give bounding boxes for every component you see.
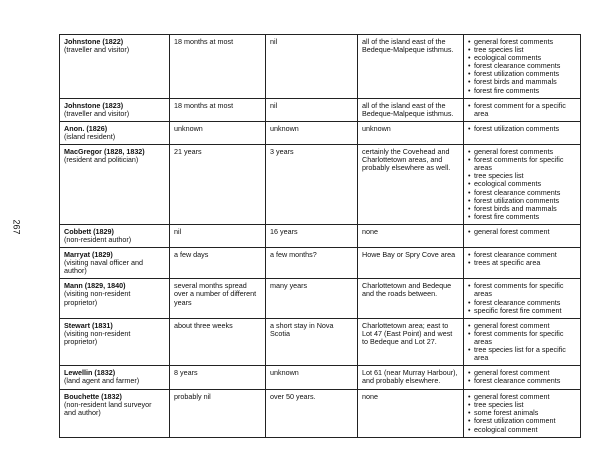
table-row [60, 145, 581, 225]
residence-cell: 8 years [170, 366, 266, 390]
topic-item: • forest fire comments [468, 87, 576, 95]
area-cell: Charlottetown and Bedeque and the roads between. [358, 279, 464, 318]
observer-role: (visiting non-resident proprietor) [64, 328, 131, 346]
topic-item: • forest fire comments [468, 213, 576, 221]
residence-cell: 18 months at most [170, 98, 266, 121]
topics-cell [464, 318, 581, 365]
area-cell: unknown [358, 121, 464, 144]
topic-item: • general forest comment [468, 228, 576, 236]
table-row [60, 35, 581, 99]
topic-item: • forest clearance comments [468, 62, 576, 70]
topics-cell [464, 35, 581, 99]
topic-item: • forest comments for specific areas [468, 330, 576, 346]
topics-cell [464, 248, 581, 279]
observer-role: (resident and politician) [64, 155, 139, 165]
observer-cell [60, 279, 170, 318]
area-cell: Lot 61 (near Murray Harbour), and probably elsewhere. [358, 366, 464, 390]
topic-item: • some forest animals [468, 409, 576, 417]
other-experience-cell: a few months? [266, 248, 358, 279]
table-row [60, 98, 581, 121]
other-experience-cell: many years [266, 279, 358, 318]
observer-role: (visiting non-resident proprietor) [64, 289, 131, 307]
topic-item: • forest clearance comments [468, 377, 576, 385]
topic-item: • forest utilization comment [468, 417, 576, 425]
topics-list [468, 125, 576, 133]
observer-name: Johnstone (1822) [64, 37, 124, 46]
residence-cell: probably nil [170, 390, 266, 437]
topic-item: • specific forest fire comment [468, 307, 576, 315]
topics-list [468, 102, 576, 118]
observer-role: (visiting naval officer and author) [64, 258, 143, 276]
observer-cell [60, 366, 170, 390]
topics-list [468, 322, 576, 362]
observer-role: (non-resident land surveyor and author) [64, 400, 152, 418]
topic-item: • forest utilization comments [468, 125, 576, 133]
topics-cell [464, 98, 581, 121]
topic-item: • tree species list [468, 401, 576, 409]
topic-item: • forest comment for a specific area [468, 102, 576, 118]
topic-item: • forest birds and mammals [468, 205, 576, 213]
topic-item: • forest clearance comments [468, 299, 576, 307]
topics-cell [464, 224, 581, 247]
area-cell: Howe Bay or Spry Cove area [358, 248, 464, 279]
table-row [60, 248, 581, 279]
topic-item: • forest comments for specific areas [468, 156, 576, 172]
table-row [60, 366, 581, 390]
observer-cell [60, 145, 170, 225]
residence-cell: about three weeks [170, 318, 266, 365]
other-experience-cell: 16 years [266, 224, 358, 247]
topic-item: • forest comments for specific areas [468, 282, 576, 298]
topic-item: • ecological comments [468, 54, 576, 62]
observer-cell [60, 224, 170, 247]
observer-name: Lewellin (1832) [64, 368, 116, 378]
other-experience-cell: unknown [266, 366, 358, 390]
topic-item: • tree species list for a specific area [468, 346, 576, 362]
observer-name: Mann (1829, 1840) [64, 281, 126, 291]
observer-name: Marryat (1829) [64, 250, 113, 260]
observer-role: (island resident) [64, 131, 116, 141]
topics-list [468, 393, 576, 433]
topic-item: • ecological comments [468, 180, 576, 188]
topic-item: • forest clearance comments [468, 189, 576, 197]
other-experience-cell: nil [266, 35, 358, 99]
topic-item: • forest utilization comments [468, 70, 576, 78]
topic-item: • forest clearance comment [468, 251, 576, 259]
table-row [60, 390, 581, 437]
table-row [60, 224, 581, 247]
observer-role: (non-resident author) [64, 234, 132, 244]
topics-list [468, 228, 576, 236]
observer-role: (traveller and visitor) [64, 45, 130, 55]
topics-list [468, 38, 576, 95]
other-experience-cell: 3 years [266, 145, 358, 225]
area-cell: Charlottetown area; east to Lot 47 (East Point) and west to Bedeque and Lot 27. [358, 318, 464, 365]
page-number: 267 [11, 219, 22, 235]
topics-list [468, 369, 576, 385]
observer-role: (traveller and visitor) [64, 108, 130, 118]
observer-cell [60, 35, 170, 99]
residence-cell: several months spread over a number of different years [170, 279, 266, 318]
observer-table [59, 34, 581, 438]
observer-name: Johnstone (1823) [64, 100, 124, 110]
observer-name: Anon. (1826) [64, 123, 108, 133]
topic-item: • general forest comment [468, 369, 576, 377]
table-row [60, 318, 581, 365]
residence-cell: 21 years [170, 145, 266, 225]
observer-cell [60, 98, 170, 121]
observer-name: Cobbett (1829) [64, 226, 114, 236]
other-experience-cell: a short stay in Nova Scotia [266, 318, 358, 365]
topics-cell [464, 145, 581, 225]
area-cell: all of the island east of the Bedeque-Malpeque isthmus. [358, 98, 464, 121]
other-experience-cell: unknown [266, 121, 358, 144]
observer-cell [60, 121, 170, 144]
residence-cell: nil [170, 224, 266, 247]
topics-cell [464, 390, 581, 437]
topic-item: • forest utilization comments [468, 197, 576, 205]
area-cell: all of the island east of the Bedeque-Malpeque isthmus. [358, 35, 464, 99]
table-body [60, 35, 581, 438]
observer-cell [60, 248, 170, 279]
topic-item: • general forest comments [468, 38, 576, 46]
topic-item: • ecological comment [468, 426, 576, 434]
topic-item: • general forest comments [468, 148, 576, 156]
topic-item: • tree species list [468, 172, 576, 180]
topic-item: • trees at specific area [468, 259, 576, 267]
other-experience-cell: over 50 years. [266, 390, 358, 437]
residence-cell: unknown [170, 121, 266, 144]
observer-name: Stewart (1831) [64, 320, 113, 330]
observer-cell [60, 390, 170, 437]
topic-item: • tree species list [468, 46, 576, 54]
topic-item: • general forest comment [468, 393, 576, 401]
residence-cell: 18 months at most [170, 35, 266, 99]
area-cell: certainly the Covehead and Charlottetown areas, and probably elsewhere as well. [358, 145, 464, 225]
topics-cell [464, 279, 581, 318]
observer-cell [60, 318, 170, 365]
table-row [60, 121, 581, 144]
observer-name: MacGregor (1828, 1832) [64, 147, 145, 157]
table-row [60, 279, 581, 318]
other-experience-cell: nil [266, 98, 358, 121]
area-cell: none [358, 390, 464, 437]
topic-item: • general forest comment [468, 322, 576, 330]
topics-list [468, 148, 576, 221]
topic-item: • forest birds and mammals [468, 78, 576, 86]
area-cell: none [358, 224, 464, 247]
topics-cell [464, 366, 581, 390]
residence-cell: a few days [170, 248, 266, 279]
topics-list [468, 282, 576, 314]
topics-list [468, 251, 576, 267]
topics-cell [464, 121, 581, 144]
observer-name: Bouchette (1832) [64, 392, 122, 402]
observer-role: (land agent and farmer) [64, 376, 140, 386]
